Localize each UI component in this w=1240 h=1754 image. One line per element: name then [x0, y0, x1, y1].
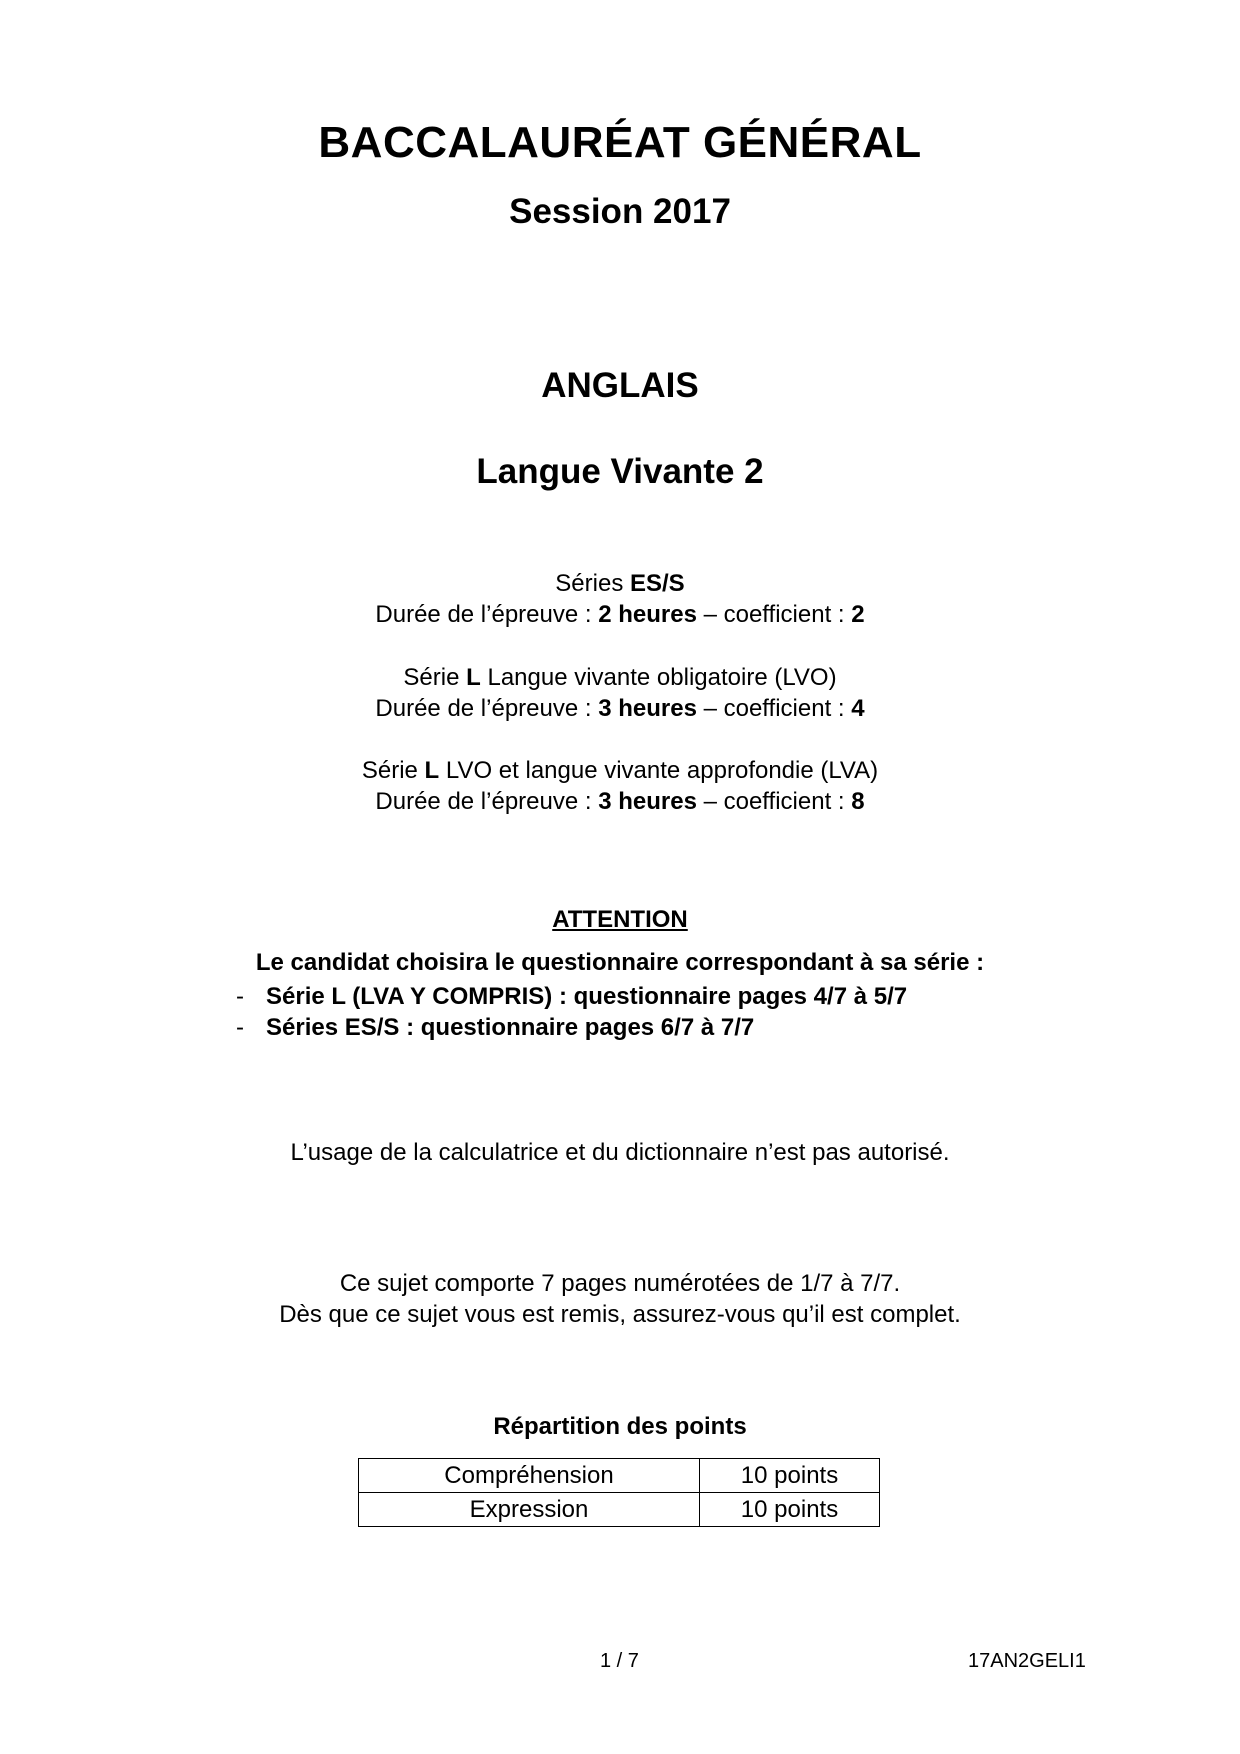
session-label: Session 2017	[509, 192, 731, 231]
dash-bullet: -	[236, 1014, 244, 1041]
list-item: - Séries ES/S : questionnaire pages 6/7 à 7/7	[236, 1014, 755, 1041]
sujet-notice: Ce sujet comporte 7 pages numérotées de 1/7 à 7/7. Dès que ce sujet vous est remis, assurez-vous qu’il est complet.	[279, 1270, 961, 1328]
exam-code: 17AN2GELI1	[968, 1650, 1086, 1672]
table-row	[359, 1493, 880, 1527]
page-number: 1 / 7	[600, 1650, 639, 1672]
series-block-l-lvo	[0, 662, 1240, 724]
dash-bullet: -	[236, 983, 244, 1010]
table-cell: 10 points	[700, 1459, 880, 1493]
duree-line: Durée de l’épreuve : 2 heures – coefficient : 2	[375, 601, 865, 628]
series-block-es-s	[0, 568, 1240, 630]
series-line: Série L LVO et langue vivante approfondie (LVA)	[361, 757, 879, 784]
exam-title: BACCALAURÉAT GÉNÉRAL	[318, 118, 922, 167]
table-cell: Expression	[359, 1493, 700, 1527]
points-table	[358, 1458, 880, 1527]
series-block-l-lva	[0, 755, 1240, 817]
series-line: Série L Langue vivante obligatoire (LVO)	[403, 664, 837, 691]
table-cell: Compréhension	[359, 1459, 700, 1493]
questionnaire-list	[236, 981, 907, 1043]
candidat-instruction: Le candidat choisira le questionnaire correspondant à sa série :	[255, 949, 985, 976]
subject-title: ANGLAIS	[541, 366, 699, 405]
list-item: - Série L (LVA Y COMPRIS) : questionnaire pages 4/7 à 5/7	[236, 983, 908, 1010]
usage-notice: L’usage de la calculatrice et du dictionnaire n’est pas autorisé.	[290, 1139, 950, 1166]
duree-line: Durée de l’épreuve : 3 heures – coefficient : 4	[375, 695, 865, 722]
duree-line: Durée de l’épreuve : 3 heures – coefficient : 8	[375, 788, 865, 815]
series-line: Séries ES/S	[555, 570, 685, 597]
table-row	[359, 1459, 880, 1493]
table-cell: 10 points	[700, 1493, 880, 1527]
langue-title: Langue Vivante 2	[476, 452, 764, 491]
attention-heading: ATTENTION	[552, 906, 688, 933]
repartition-heading: Répartition des points	[493, 1413, 747, 1440]
